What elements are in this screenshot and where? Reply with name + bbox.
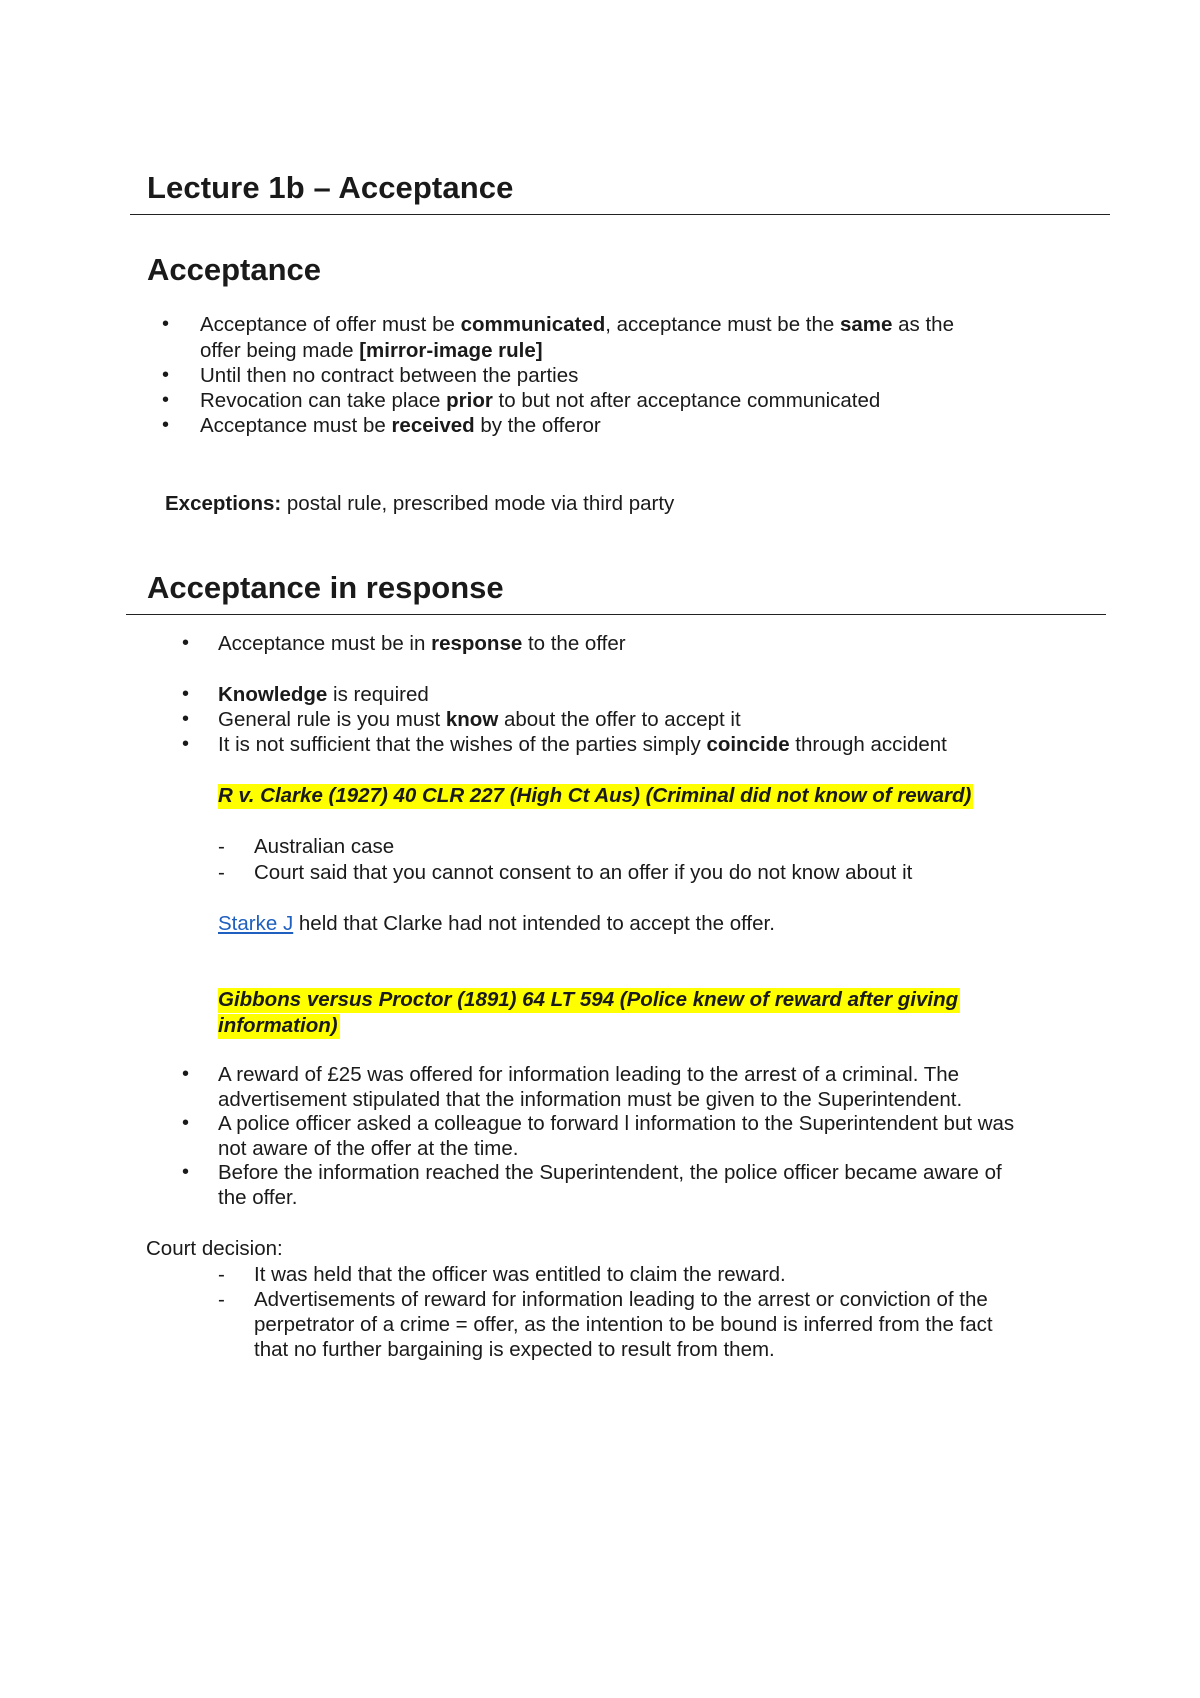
- list-item: Advertisements of reward for information leading to the arrest or conviction of the: [254, 1288, 988, 1311]
- bullet-glyph: •: [162, 313, 170, 335]
- list-item: Court said that you cannot consent to an offer if you do not know about it: [254, 861, 913, 884]
- text-run: held that Clarke had not intended to accept the offer.: [293, 912, 775, 935]
- bullet-glyph: •: [182, 733, 190, 755]
- list-item-continuation: the offer.: [218, 1186, 298, 1209]
- bullet-glyph: •: [182, 708, 190, 730]
- bold-term: same: [840, 313, 893, 336]
- text-run: to but not after acceptance communicated: [492, 389, 881, 412]
- dash-glyph: -: [218, 861, 225, 884]
- case-heading-continuation: [218, 1013, 340, 1038]
- bold-term: [mirror-image rule]: [359, 339, 543, 362]
- exceptions-label: Exceptions:: [165, 492, 282, 515]
- text-run: Acceptance of offer must be: [200, 313, 461, 336]
- bullet-glyph: •: [162, 364, 170, 386]
- text-run: , acceptance must be the: [605, 313, 840, 336]
- case-heading-r-v-clarke: [218, 783, 973, 808]
- text-run: General rule is you must: [218, 708, 446, 731]
- highlighted-case-citation: R v. Clarke (1927) 40 CLR 227 (High Ct Aus) (Criminal did not know of reward): [218, 784, 972, 807]
- page-title: Lecture 1b – Acceptance: [147, 170, 514, 205]
- text-run: to the offer: [522, 632, 626, 655]
- bold-term: coincide: [706, 733, 790, 756]
- title-underline: [130, 214, 1110, 215]
- highlighted-case-citation: information): [218, 1014, 338, 1037]
- court-decision-label: Court decision:: [146, 1237, 283, 1260]
- list-item: [200, 312, 954, 337]
- list-item: [218, 707, 741, 732]
- text-run: is required: [327, 683, 429, 706]
- bold-term: received: [391, 414, 475, 437]
- list-item: A reward of £25 was offered for information leading to the arrest of a criminal. The: [218, 1063, 960, 1086]
- bold-term: know: [445, 708, 499, 731]
- list-item: [218, 682, 429, 707]
- section-underline: [126, 614, 1106, 615]
- list-item: Australian case: [254, 835, 395, 858]
- text-run: through accident: [789, 733, 947, 756]
- bullet-glyph: •: [162, 389, 170, 411]
- bullet-glyph: •: [182, 1112, 190, 1134]
- list-item: Before the information reached the Superintendent, the police officer became aware of: [218, 1161, 1002, 1184]
- text-run: Acceptance must be in: [218, 632, 432, 655]
- dash-glyph: -: [218, 1263, 225, 1286]
- text-run: about the offer to accept it: [498, 708, 741, 731]
- bold-term: prior: [446, 389, 493, 412]
- starke-paragraph: [218, 911, 775, 936]
- text-run: offer being made: [200, 339, 360, 362]
- text-run: by the offeror: [474, 414, 601, 437]
- list-item: [218, 631, 626, 656]
- bold-term: response: [431, 632, 523, 655]
- list-item-continuation: not aware of the offer at the time.: [218, 1137, 519, 1160]
- starke-j-link[interactable]: Starke J: [218, 912, 294, 935]
- list-item: [200, 413, 601, 438]
- list-item-continuation: [200, 338, 543, 363]
- section-heading-acceptance: Acceptance: [147, 252, 322, 287]
- text-run: as the: [892, 313, 954, 336]
- list-item: [200, 388, 880, 413]
- list-item-continuation: perpetrator of a crime = offer, as the intention to be bound is inferred from the fact: [254, 1313, 993, 1336]
- bullet-glyph: •: [182, 1161, 190, 1183]
- list-item-continuation: that no further bargaining is expected to result from them.: [254, 1338, 775, 1361]
- highlighted-case-citation: Gibbons versus Proctor (1891) 64 LT 594 (Police knew of reward after giving: [218, 988, 959, 1011]
- bold-term: communicated: [460, 313, 606, 336]
- case-heading-gibbons-v-proctor: [218, 987, 960, 1012]
- list-item: Until then no contract between the parties: [200, 364, 579, 387]
- text-run: postal rule, prescribed mode via third party: [281, 492, 675, 515]
- bullet-glyph: •: [162, 414, 170, 436]
- dash-glyph: -: [218, 1288, 225, 1311]
- list-item: A police officer asked a colleague to forward l information to the Superintendent but was: [218, 1112, 1015, 1135]
- exceptions-paragraph: [165, 491, 674, 516]
- list-item: It was held that the officer was entitled to claim the reward.: [254, 1263, 786, 1286]
- bullet-glyph: •: [182, 632, 190, 654]
- list-item: [218, 732, 947, 757]
- bold-term: Knowledge: [218, 683, 328, 706]
- text-run: It is not sufficient that the wishes of the parties simply: [218, 733, 707, 756]
- section-heading-acceptance-in-response: Acceptance in response: [147, 570, 504, 605]
- text-run: Revocation can take place: [200, 389, 447, 412]
- text-run: Acceptance must be: [200, 414, 392, 437]
- bullet-glyph: •: [182, 683, 190, 705]
- bullet-glyph: •: [182, 1063, 190, 1085]
- list-item-continuation: advertisement stipulated that the information must be given to the Superintendent.: [218, 1088, 963, 1111]
- dash-glyph: -: [218, 835, 225, 858]
